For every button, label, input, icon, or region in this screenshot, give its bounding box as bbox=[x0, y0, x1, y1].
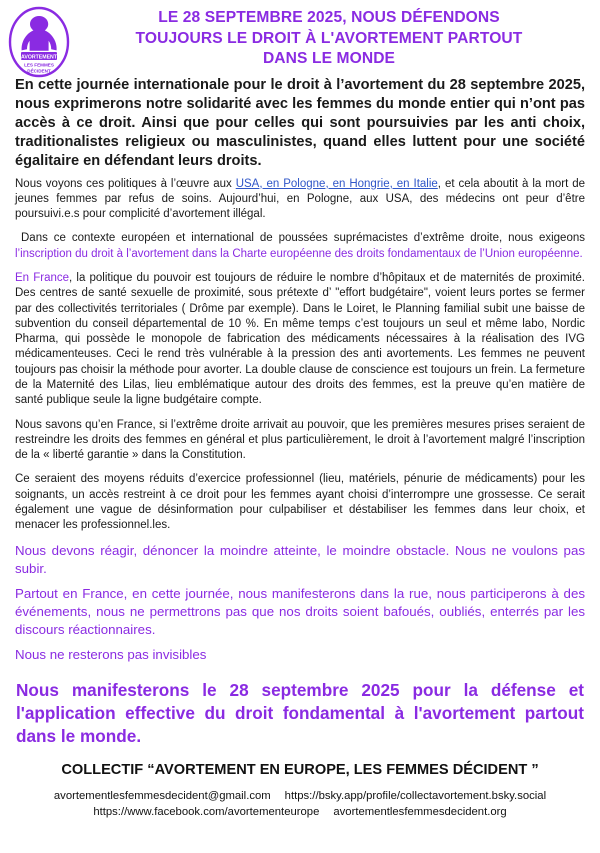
intro-paragraph: En cette journée internationale pour le droit à l’avortement du 28 septembre 2025, nous exprimerons notre solidarité avec les femmes du monde entier qui n’ont pas accès à ce droit. Ainsi que pour celles qui sont poursuivies par les anti choix, traditionalistes religieux ou masculinistes, quand elles luttent pour une société égalitaire en défendant leurs droits. bbox=[15, 76, 585, 169]
france-label: En France bbox=[15, 271, 70, 284]
title-line-2: TOUJOURS LE DROIT À L'AVORTEMENT PARTOUT bbox=[135, 29, 523, 47]
paragraph-not-invisible: Nous ne resterons pas invisibles bbox=[15, 646, 207, 662]
paragraph-far-right-risk: Nous savons qu’en France, si l’extrême droite arrivait au pouvoir, que les premières mesures prises seraient de restreindre les droits des femmes en général et plus particulièrement, le droit à l’avortement malgré l’inscription de la « liberté garantie » dans la Constitution. bbox=[15, 418, 585, 462]
paragraph-call-react: Nous devons réagir, dénoncer la moindre atteinte, le moindre obstacle. Nous ne voulons pas subir. bbox=[15, 543, 585, 577]
collective-name: COLLECTIF “AVORTEMENT EN EUROPE, LES FEMMES DÉCIDENT ” bbox=[61, 761, 539, 778]
avortement-les-femmes-decident-logo bbox=[8, 6, 70, 78]
paragraph-france-rest: , la politique du pouvoir est toujours de réduire le nombre d’hôpitaux et de maternités de proximité. Des centres de santé sexuelle de proximité, sous prétexte d’ "effort budgétaire", voient leurs portes se fermer par des collectivités territoriales ( Drôme par exemple). Dans le Loiret, le Planning familial subit une baisse de subvention du conseil départemental de 10 %. En même temps c’est toujours un seul et même labo, Nordic Pharma, qui possède le monopole de fabrication des médicaments nécessaires à la réalisation des IVG médicamenteuses. Ceci le rend très vulnérable à la pression des anti avortements. Les femmes ne peuvent toujours pas choisir la méthode pour avorter. La double clause de conscience est toujours un frein. La fermeture de la Maternité des Lilas, lieu emblématique autour des droits des femmes, est la preuve qu’en matière de santé publique seule la ligne budgétaire compte. bbox=[15, 271, 585, 407]
title-line-1: LE 28 SEPTEMBRE 2025, NOUS DÉFENDONS bbox=[158, 9, 500, 26]
paragraph-european-context bbox=[15, 231, 585, 262]
paragraph-european-context-part1: Dans ce contexte européen et international de poussées suprémacistes d’extrême droite, nous exigeons bbox=[21, 232, 585, 245]
charter-demand-highlight: l’inscription du droit à l’avortement dans la Charte européenne des droits fondamentaux de l’Union européenne. bbox=[15, 247, 583, 260]
facebook-link[interactable]: https://www.facebook.com/avortementeurope bbox=[93, 806, 320, 819]
page-title bbox=[14, 8, 586, 70]
contacts-row-2 bbox=[14, 804, 586, 820]
final-call-to-action: Nous manifesterons le 28 septembre 2025 pour la défense et l'application effective du droit fondamental à l'avortement partout dans le monde. bbox=[16, 680, 584, 747]
svg-text:DÉCIDENT: DÉCIDENT bbox=[27, 68, 51, 74]
email-address[interactable]: avortementlesfemmesdecident@gmail.com bbox=[53, 789, 271, 802]
title-line-3: DANS LE MONDE bbox=[262, 50, 396, 68]
website-link[interactable]: avortementlesfemmesdecident.org bbox=[333, 806, 507, 819]
svg-text:AVORTEMENT: AVORTEMENT bbox=[21, 54, 57, 61]
svg-text:LES FEMMES: LES FEMMES bbox=[24, 62, 54, 68]
contacts-block bbox=[14, 788, 586, 821]
countries-link[interactable]: USA, en Pologne, en Hongrie, en Italie bbox=[235, 177, 438, 190]
paragraph-politics-part1: Nous voyons ces politiques à l’œuvre aux bbox=[15, 177, 236, 190]
paragraph-politics bbox=[15, 177, 585, 223]
bluesky-link[interactable]: https://bsky.app/profile/collectavortement.bsky.social bbox=[284, 789, 547, 802]
paragraph-france bbox=[15, 271, 585, 409]
contacts-row-1 bbox=[14, 788, 586, 804]
paragraph-demonstrations: Partout en France, en cette journée, nous manifesterons dans la rue, nous participerons à des événements, nous ne permettrons pas que nos droits soient bafoués, oubliés, enterrés par les discours réactionnaires. bbox=[15, 586, 585, 637]
paragraph-reduced-means: Ce seraient des moyens réduits d’exercice professionnel (lieu, matériels, pénurie de médicaments) pour les soignants, un accès restreint à ce droit pour les femmes ayant choisi d’interrompre une grossesse. Ce serait également une vague de désinformation pour culpabiliser et déstabiliser les femmes dans leur choix, et menacer les professionnel.les. bbox=[15, 473, 585, 532]
paragraph-politics-part2: , et cela aboutit à la mort de jeunes femmes par refus de soins. Aujourd’hui, en Pologne, aux USA, des médecins ont peur d’être poursuivi.e.s pour complicité d’avortement illégal. bbox=[15, 177, 586, 221]
